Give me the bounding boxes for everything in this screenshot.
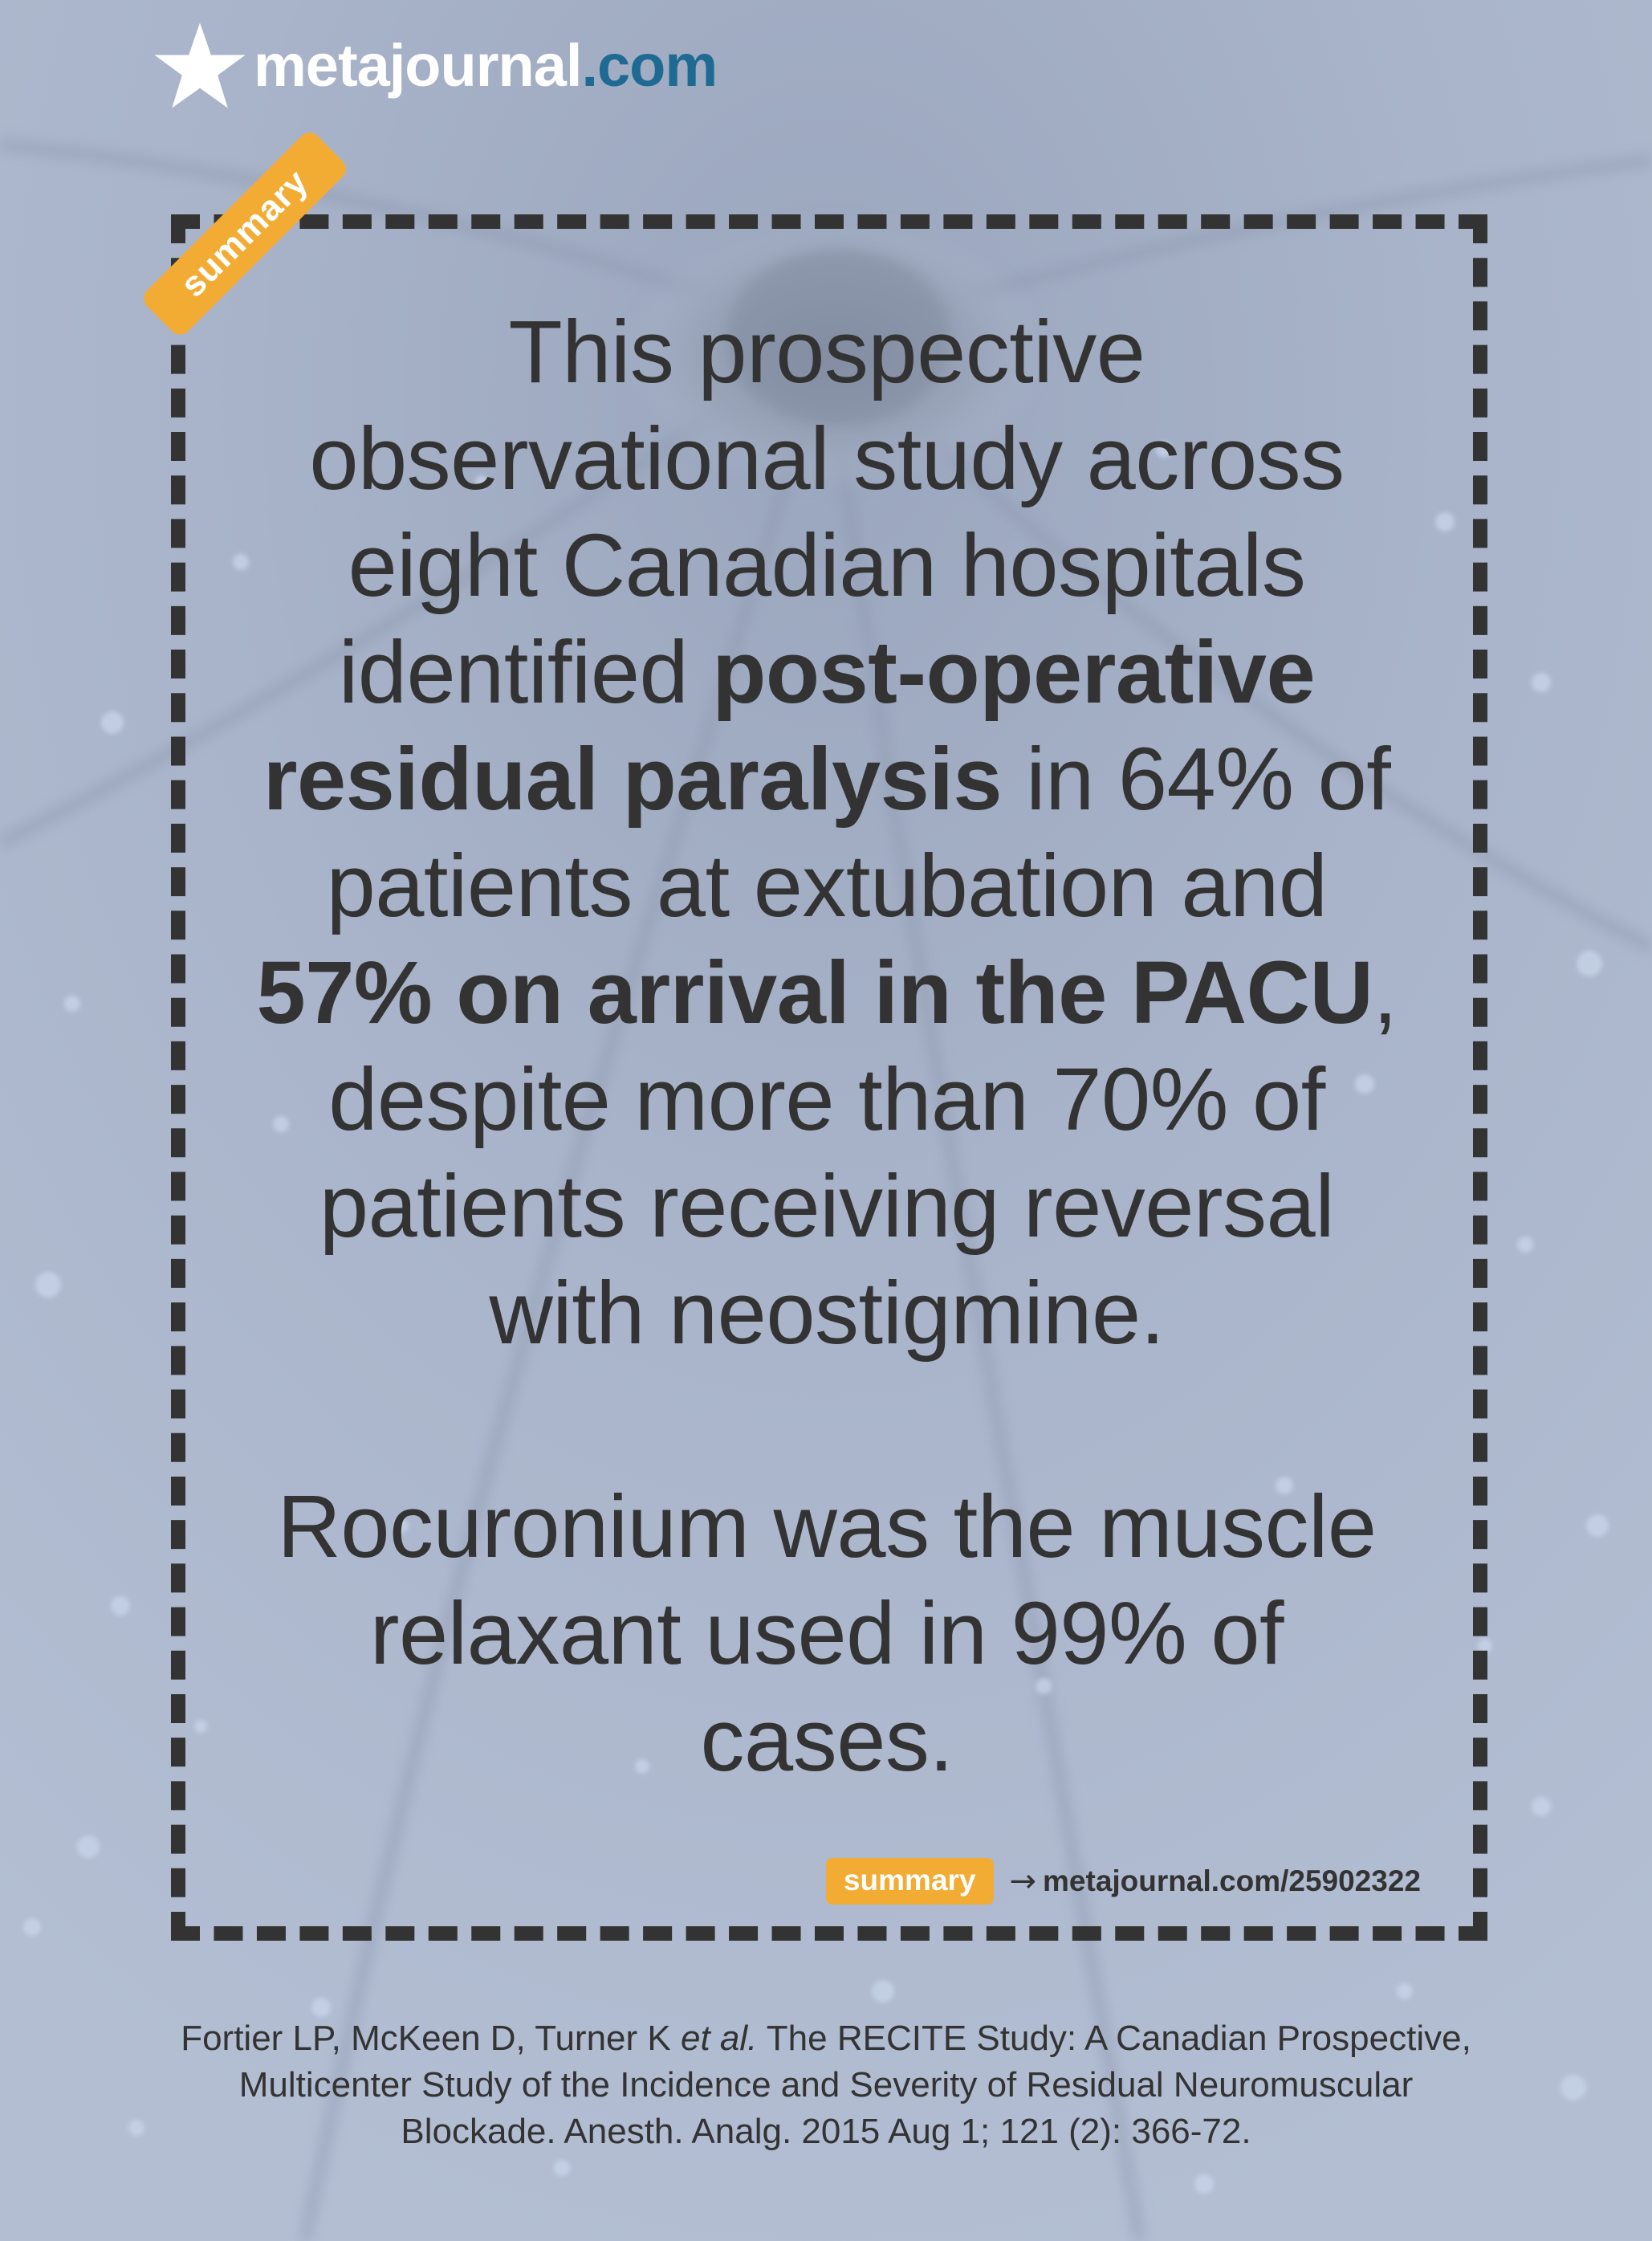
arrow-right-icon: → bbox=[1009, 1863, 1037, 1900]
summary-p1-part-c: in 64% of patients at extubation and bbox=[326, 730, 1391, 935]
summary-link-row bbox=[755, 1858, 1421, 1905]
brand-name: metajournal bbox=[254, 32, 582, 99]
summary-paragraph-1 bbox=[249, 299, 1405, 1367]
citation-et-al: et al. bbox=[680, 2019, 758, 2058]
star-icon bbox=[153, 21, 247, 111]
brand-name-text bbox=[254, 32, 718, 99]
brand-tld: .com bbox=[581, 32, 718, 99]
citation-authors: Fortier LP, McKeen D, Turner K bbox=[181, 2019, 681, 2058]
summary-p1-part-e: , despite more than 70% of patients receiving reversal with neostigmine. bbox=[319, 943, 1398, 1363]
citation bbox=[161, 2015, 1491, 2155]
summary-text bbox=[249, 299, 1405, 1794]
summary-link-url[interactable]: metajournal.com/25902322 bbox=[1043, 1864, 1421, 1897]
citation-details: The RECITE Study: A Canadian Prospective, Multicenter Study of the Incidence and Severity of Residual Neuromuscular Blockade. Anesth. Analg. 2015 Aug 1; 121 (2): 366-72. bbox=[238, 2019, 1471, 2151]
summary-p1-bold-pacu: 57% on arrival in the PACU bbox=[256, 943, 1373, 1042]
summary-corner-tag: summary bbox=[139, 128, 350, 339]
summary-p1-bold-paralysis: post-operative residual paralysis bbox=[262, 623, 1316, 829]
summary-p1-part-a: This prospective observational study across eight Canadian hospitals identified bbox=[309, 303, 1345, 722]
summary-link-badge[interactable]: summary bbox=[826, 1858, 994, 1905]
brand-logo[interactable] bbox=[153, 18, 717, 114]
summary-paragraph-2: Rocuronium was the muscle relaxant used in 99% of cases. bbox=[277, 1477, 1377, 1790]
